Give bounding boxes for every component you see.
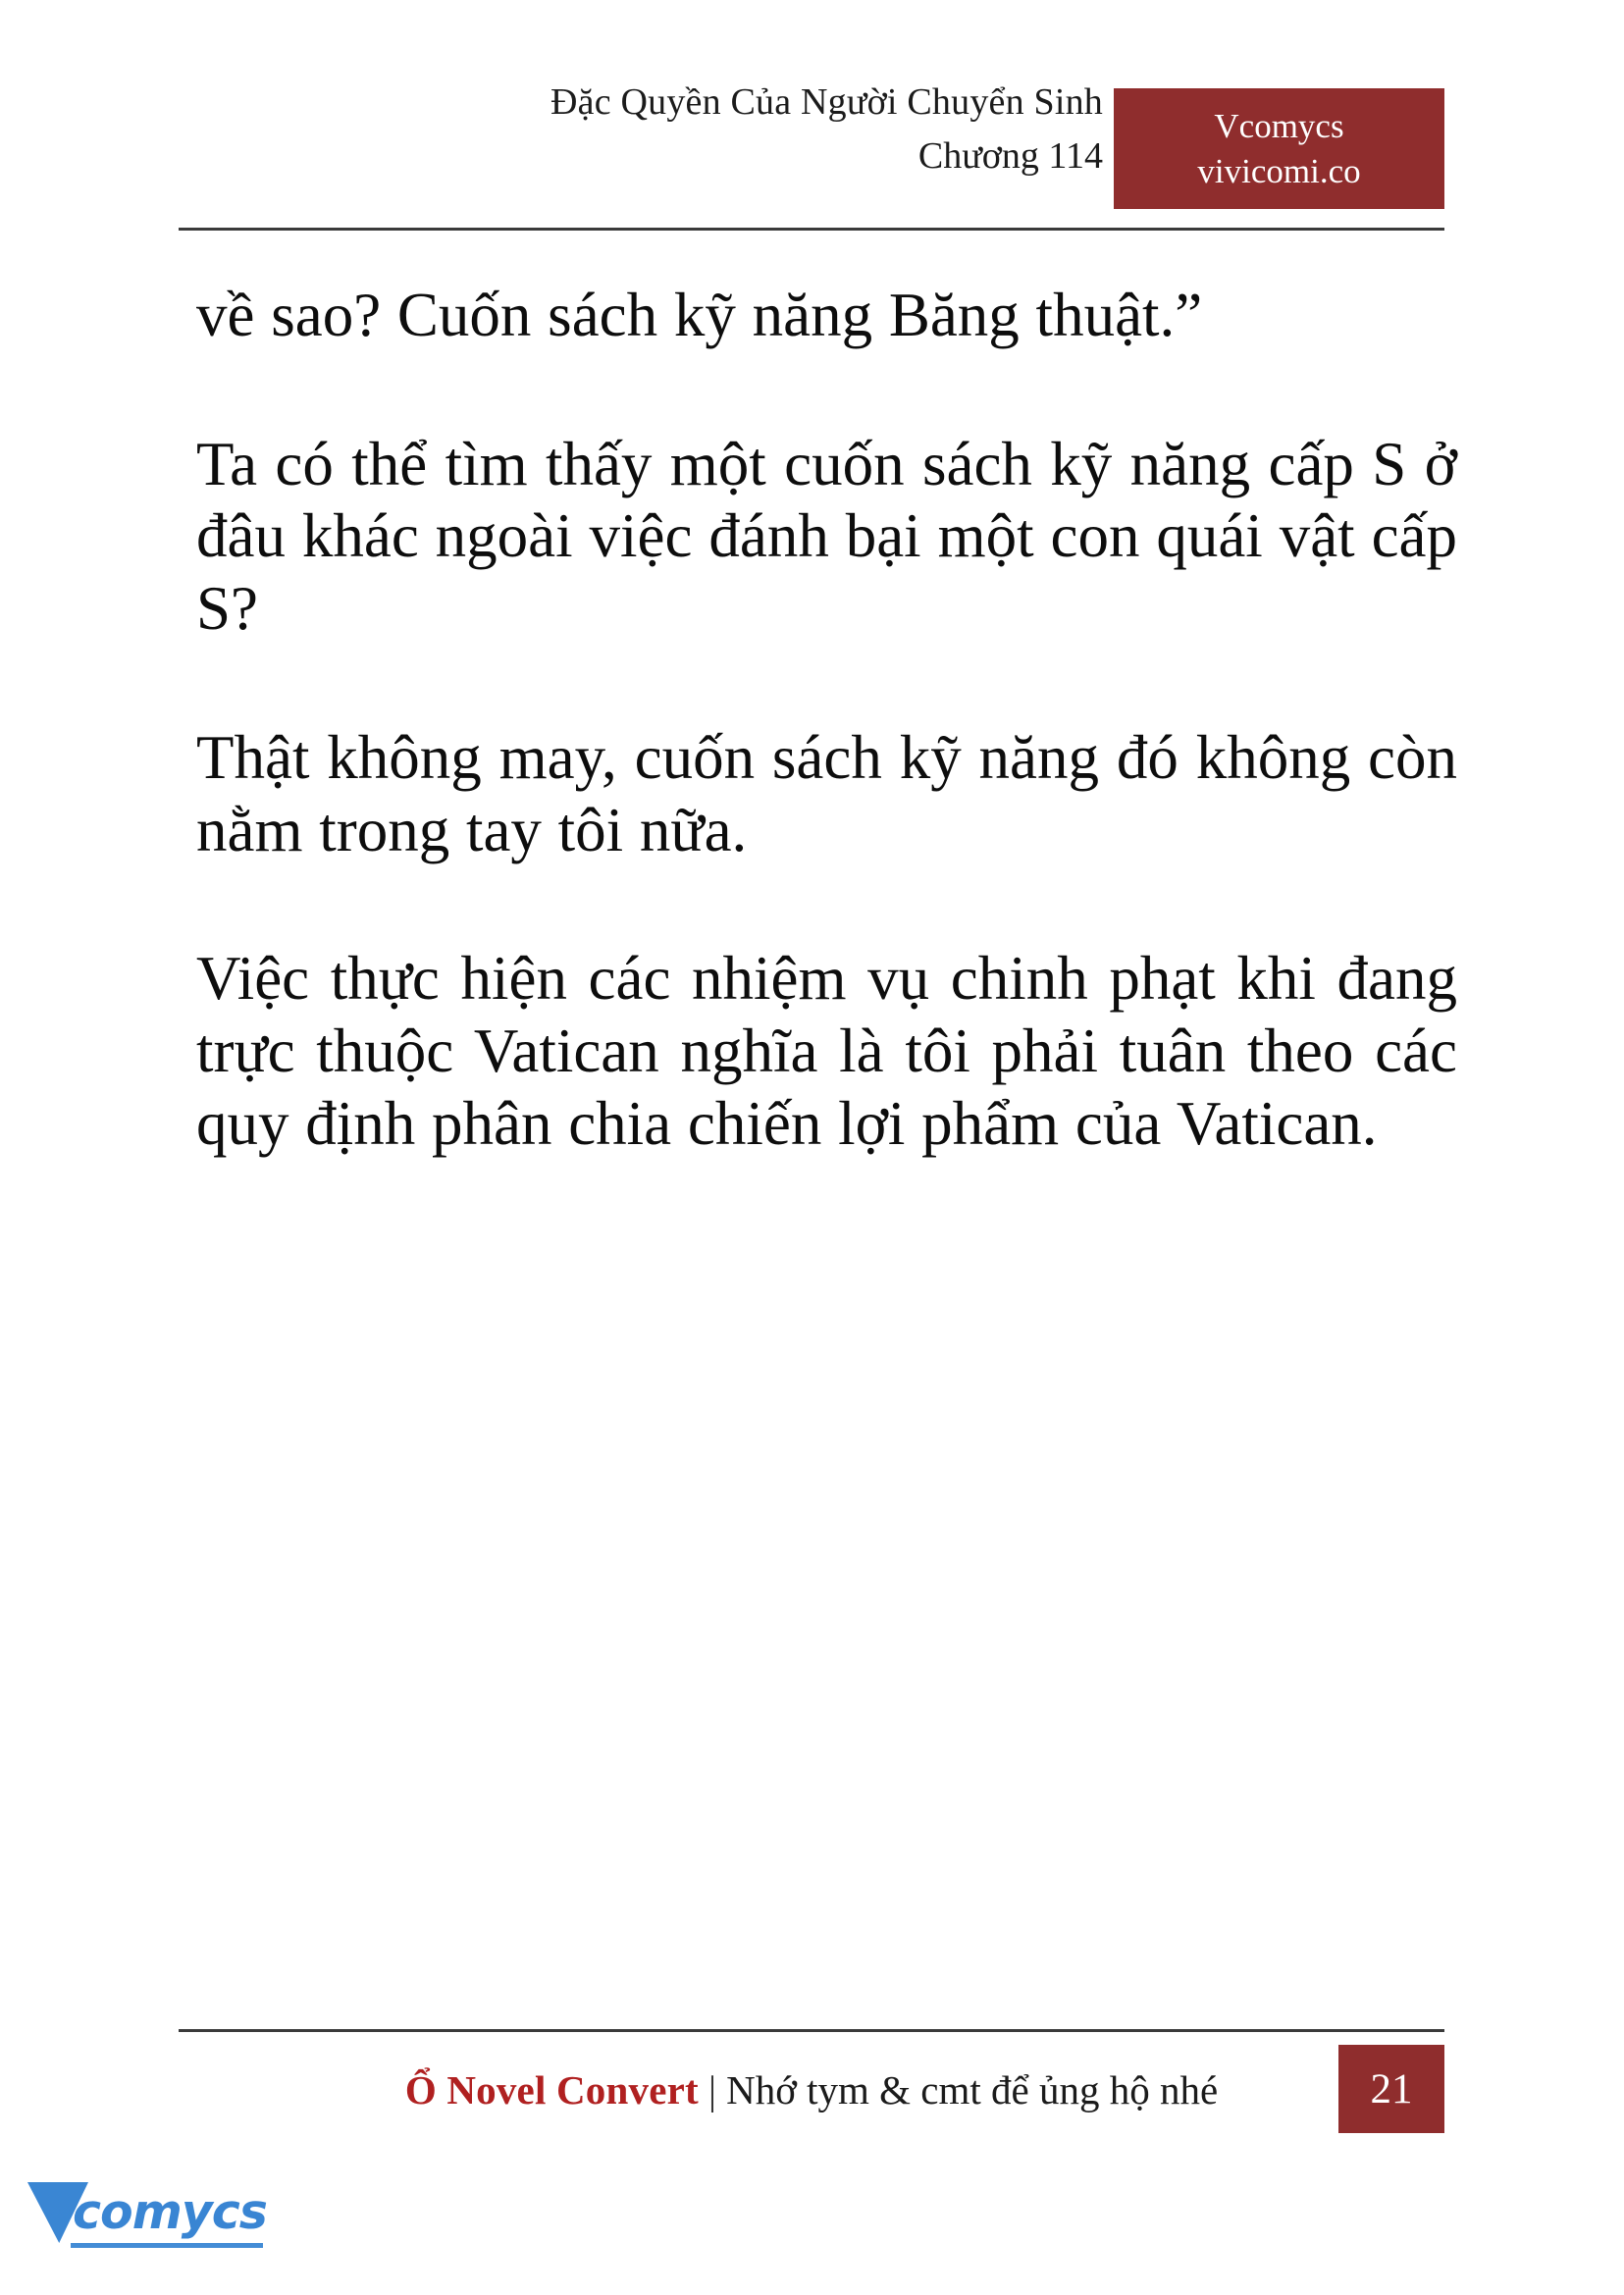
page-number-badge [1338, 2045, 1444, 2133]
page-footer [179, 2029, 1444, 2157]
footer-credit [404, 2066, 1219, 2112]
vcomycs-watermark-logo [27, 2176, 273, 2267]
watermark-text: comycs [73, 2184, 267, 2240]
site-badge-name: Vcomycs [1214, 107, 1344, 145]
header-title-block [550, 78, 1103, 180]
paragraph: về sao? Cuốn sách kỹ năng Băng thuật.” [196, 281, 1203, 349]
footer-brand: Ổ Novel Convert [404, 2066, 699, 2112]
footer-divider [179, 2029, 1444, 2032]
site-badge-url: vivicomi.co [1197, 151, 1361, 190]
paragraph: Ta có thể tìm thấy một cuốn sách kỹ năng cấp S ở đâu khác ngoài việc đánh bại một con quái vật cấp S? [196, 429, 1457, 644]
watermark-underline [71, 2243, 263, 2248]
site-badge [1114, 88, 1444, 209]
chapter-label: Chương 114 [917, 134, 1103, 177]
book-title: Đặc Quyền Của Người Chuyển Sinh [550, 81, 1103, 123]
chapter-content [196, 280, 1457, 1160]
page-number: 21 [1370, 2065, 1413, 2112]
footer-content [179, 2051, 1444, 2129]
paragraph: Thật không may, cuốn sách kỹ năng đó không còn nằm trong tay tôi nữa. [196, 722, 1457, 864]
footer-separator: | [707, 2066, 717, 2112]
header-divider [179, 228, 1444, 231]
page-header [179, 78, 1444, 231]
paragraph: Việc thực hiện các nhiệm vụ chinh phạt khi đang trực thuộc Vatican nghĩa là tôi phải tuân theo các quy định phân chia chiến lợi phẩm của Vatican. [196, 944, 1457, 1158]
footer-note: Nhớ tym & cmt để ủng hộ nhé [726, 2066, 1219, 2112]
